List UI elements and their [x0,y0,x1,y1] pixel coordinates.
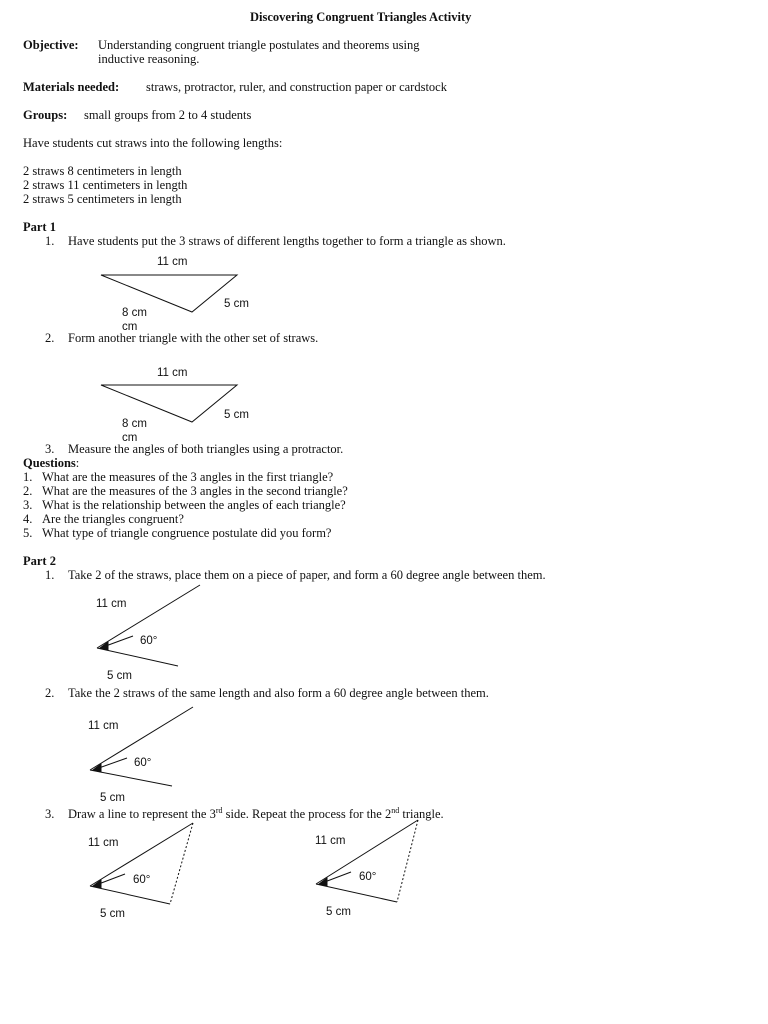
part1-step-text: Form another triangle with the other set of straws. [68,331,319,345]
part1-step-number: 2. [45,331,55,345]
angle-label-60: 60° [359,871,377,883]
side-label-11cm: 11 cm [88,720,119,732]
side-label-5cm: 5 cm [100,908,125,920]
question-text: Are the triangles congruent? [42,512,184,526]
question-number: 2. [23,484,33,498]
straw-5cm-line [316,884,397,902]
part2-step-number: 3. [45,807,55,821]
side-label-5cm: 5 cm [224,298,249,310]
third-side-dotted-line [397,820,418,902]
side-label-5cm: 5 cm [224,409,249,421]
part2-step-number: 1. [45,568,55,582]
side-label-5cm: 5 cm [326,906,351,918]
side-label-11cm: 11 cm [96,598,127,610]
part1-step-number: 3. [45,442,55,456]
question-number: 4. [23,512,33,526]
side-label-8cm: 8 cm [122,307,147,319]
angle-label-60: 60° [140,635,158,647]
part1-step-text: Have students put the 3 straws of different lengths together to form a triangle as shown. [68,234,506,248]
question-number: 1. [23,470,33,484]
side-label-cm: cm [122,321,138,333]
side-label-11cm: 11 cm [157,256,188,268]
page-title: Discovering Congruent Triangles Activity [250,10,472,24]
side-label-11cm: 11 cm [157,367,188,379]
part2-heading: Part 2 [23,554,56,568]
intro-text: Have students cut straws into the following lengths: [23,136,283,150]
materials-text: straws, protractor, ruler, and construction paper or cardstock [146,80,447,94]
side-label-8cm: 8 cm [122,418,147,430]
groups-text: small groups from 2 to 4 students [84,108,252,122]
materials-label: Materials needed: [23,80,120,94]
groups-label: Groups: [23,108,68,122]
part2-step-text: Take the 2 straws of the same length and also form a 60 degree angle between them. [68,686,489,700]
part1-step-text: Measure the angles of both triangles using a protractor. [68,442,344,456]
straw-item: 2 straws 8 centimeters in length [23,164,182,178]
questions-heading-colon: : [75,456,80,470]
step-text-part: triangle. [399,807,444,821]
straw-item: 2 straws 5 centimeters in length [23,192,182,206]
objective-label: Objective: [23,38,79,52]
side-label-5cm: 5 cm [100,792,125,804]
side-label-11cm: 11 cm [315,835,346,847]
side-label-5cm: 5 cm [107,670,132,682]
part1-heading: Part 1 [23,220,56,234]
angle-label-60: 60° [134,757,152,769]
part1-step-number: 1. [45,234,55,248]
objective-text-line2: inductive reasoning. [98,52,200,66]
question-text: What type of triangle congruence postulate did you form? [42,526,332,540]
part2-step-number: 2. [45,686,55,700]
question-text: What is the relationship between the angles of each triangle? [42,498,346,512]
step-text-part: Draw a line to represent the 3 [68,807,216,821]
question-text: What are the measures of the 3 angles in the first triangle? [42,470,334,484]
question-number: 3. [23,498,33,512]
side-label-cm: cm [122,432,138,444]
superscript: nd [391,805,400,815]
part2-step-text: Take 2 of the straws, place them on a piece of paper, and form a 60 degree angle between them. [68,568,546,582]
step-text-part: side. Repeat the process for the 2 [222,807,392,821]
question-text: What are the measures of the 3 angles in the second triangle? [42,484,348,498]
straw-item: 2 straws 11 centimeters in length [23,178,188,192]
questions-heading-label: Questions [23,456,76,470]
superscript: rd [215,805,223,815]
angle-label-60: 60° [133,874,151,886]
side-label-11cm: 11 cm [88,837,119,849]
objective-text-line1: Understanding congruent triangle postulates and theorems using [98,38,420,52]
question-number: 5. [23,526,33,540]
